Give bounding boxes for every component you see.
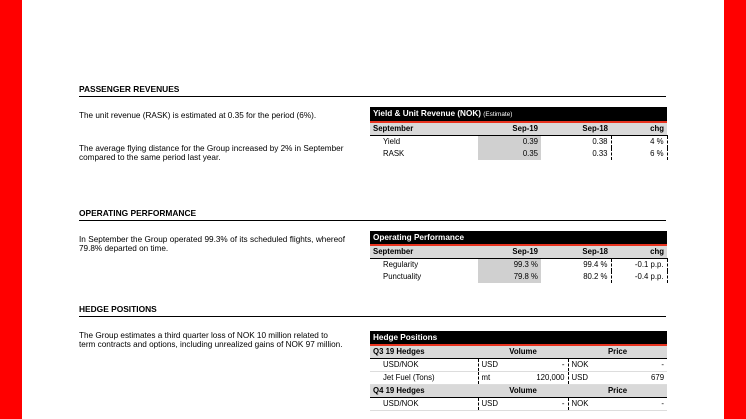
q3-jetfuel-label: Jet Fuel (Tons) <box>370 372 478 385</box>
q3-jetfuel-price-cell <box>568 372 667 385</box>
q3-usdnok-volume-cell <box>478 359 568 372</box>
q3-volume-header: Volume <box>478 345 568 359</box>
yield-table-title <box>370 107 667 122</box>
table-row <box>370 372 667 385</box>
yield-col-sep19: Sep-19 <box>478 122 541 136</box>
table-row <box>370 359 667 372</box>
q4-usdnok-label: USD/NOK <box>370 398 478 411</box>
table-row <box>370 271 667 283</box>
q3-hedges-header: Q3 19 Hedges <box>370 345 478 359</box>
yield-table-estimate-note: (Estimate) <box>483 111 513 118</box>
q4-usdnok-volume-cell <box>478 398 568 411</box>
yield-row-label: Yield <box>383 137 401 146</box>
yield-row-sep18: 0.38 <box>592 137 608 146</box>
operating-paragraph: In September the Group operated 99.3% of its scheduled flights, whereof 79.8% departed on time. <box>79 235 345 254</box>
q4-volume-header: Volume <box>478 385 568 398</box>
right-red-border <box>724 0 746 419</box>
operating-col-sep19: Sep-19 <box>478 245 541 259</box>
table-row <box>370 259 667 272</box>
yield-col-sep18: Sep-18 <box>541 122 611 136</box>
operating-table-title: Operating Performance <box>370 231 667 245</box>
table-row <box>370 148 667 160</box>
yield-row-sep19: 0.39 <box>478 136 541 149</box>
rask-row-label: RASK <box>383 149 405 158</box>
punctuality-chg: -0.4 p.p. <box>611 271 667 283</box>
q3-jetfuel-price: 679 <box>651 373 665 382</box>
yield-row-chg: 4 % <box>611 136 667 149</box>
yield-col-label: September <box>370 122 478 136</box>
yield-table-title-text: Yield & Unit Revenue (NOK) <box>373 109 481 118</box>
operating-performance-title: OPERATING PERFORMANCE <box>79 208 666 221</box>
punctuality-sep18: 80.2 % <box>583 272 608 281</box>
rask-row-sep18: 0.33 <box>592 149 608 158</box>
q3-price-header: Price <box>568 345 667 359</box>
yield-unit-revenue-table <box>370 107 668 160</box>
regularity-sep19: 99.3 % <box>478 259 541 272</box>
operating-col-sep18: Sep-18 <box>541 245 611 259</box>
table-row <box>370 136 667 149</box>
q3-usdnok-volume: - <box>561 360 565 369</box>
q3-usdnok-price-cell <box>568 359 667 372</box>
q3-jetfuel-volume: 120,000 <box>536 373 565 382</box>
q4-usdnok-unit: USD <box>481 399 498 408</box>
hedge-positions-table <box>370 331 667 411</box>
yield-col-chg: chg <box>611 122 667 136</box>
left-red-border <box>0 0 22 419</box>
operating-col-chg: chg <box>611 245 667 259</box>
q3-jetfuel-volume-cell <box>478 372 568 385</box>
q3-usdnok-label: USD/NOK <box>370 359 478 372</box>
passenger-paragraph-2: The average flying distance for the Group increased by 2% in September compared to the same period last year. <box>79 144 344 163</box>
q3-usdnok-unit: USD <box>481 360 498 369</box>
rask-row-chg: 6 % <box>611 148 667 160</box>
q4-usdnok-currency: NOK <box>571 399 589 408</box>
regularity-chg: -0.1 p.p. <box>611 259 667 272</box>
q3-usdnok-price: - <box>661 360 665 369</box>
punctuality-label: Punctuality <box>383 272 422 281</box>
hedge-positions-title: HEDGE POSITIONS <box>79 304 666 317</box>
regularity-label: Regularity <box>383 260 419 269</box>
passenger-revenues-title: PASSENGER REVENUES <box>79 84 666 97</box>
q3-jetfuel-unit: mt <box>481 373 491 382</box>
operating-performance-table <box>370 231 668 283</box>
passenger-paragraph-1: The unit revenue (RASK) is estimated at 0.35 for the period (6%). <box>79 111 317 120</box>
hedge-table-title: Hedge Positions <box>370 331 667 345</box>
q4-usdnok-price-cell <box>568 398 667 411</box>
regularity-sep18: 99.4 % <box>583 260 608 269</box>
q4-usdnok-price: - <box>661 399 665 408</box>
hedge-paragraph: The Group estimates a third quarter loss of NOK 10 million related to term contracts and options, including unrealized gains of NOK 97 million. <box>79 331 343 350</box>
table-row <box>370 398 667 411</box>
q3-usdnok-currency: NOK <box>571 360 589 369</box>
punctuality-sep19: 79.8 % <box>478 271 541 283</box>
rask-row-sep19: 0.35 <box>478 148 541 160</box>
operating-col-label: September <box>370 245 478 259</box>
q4-price-header: Price <box>568 385 667 398</box>
q4-hedges-header: Q4 19 Hedges <box>370 385 478 398</box>
q3-jetfuel-currency: USD <box>571 373 588 382</box>
q4-usdnok-volume: - <box>561 399 565 408</box>
